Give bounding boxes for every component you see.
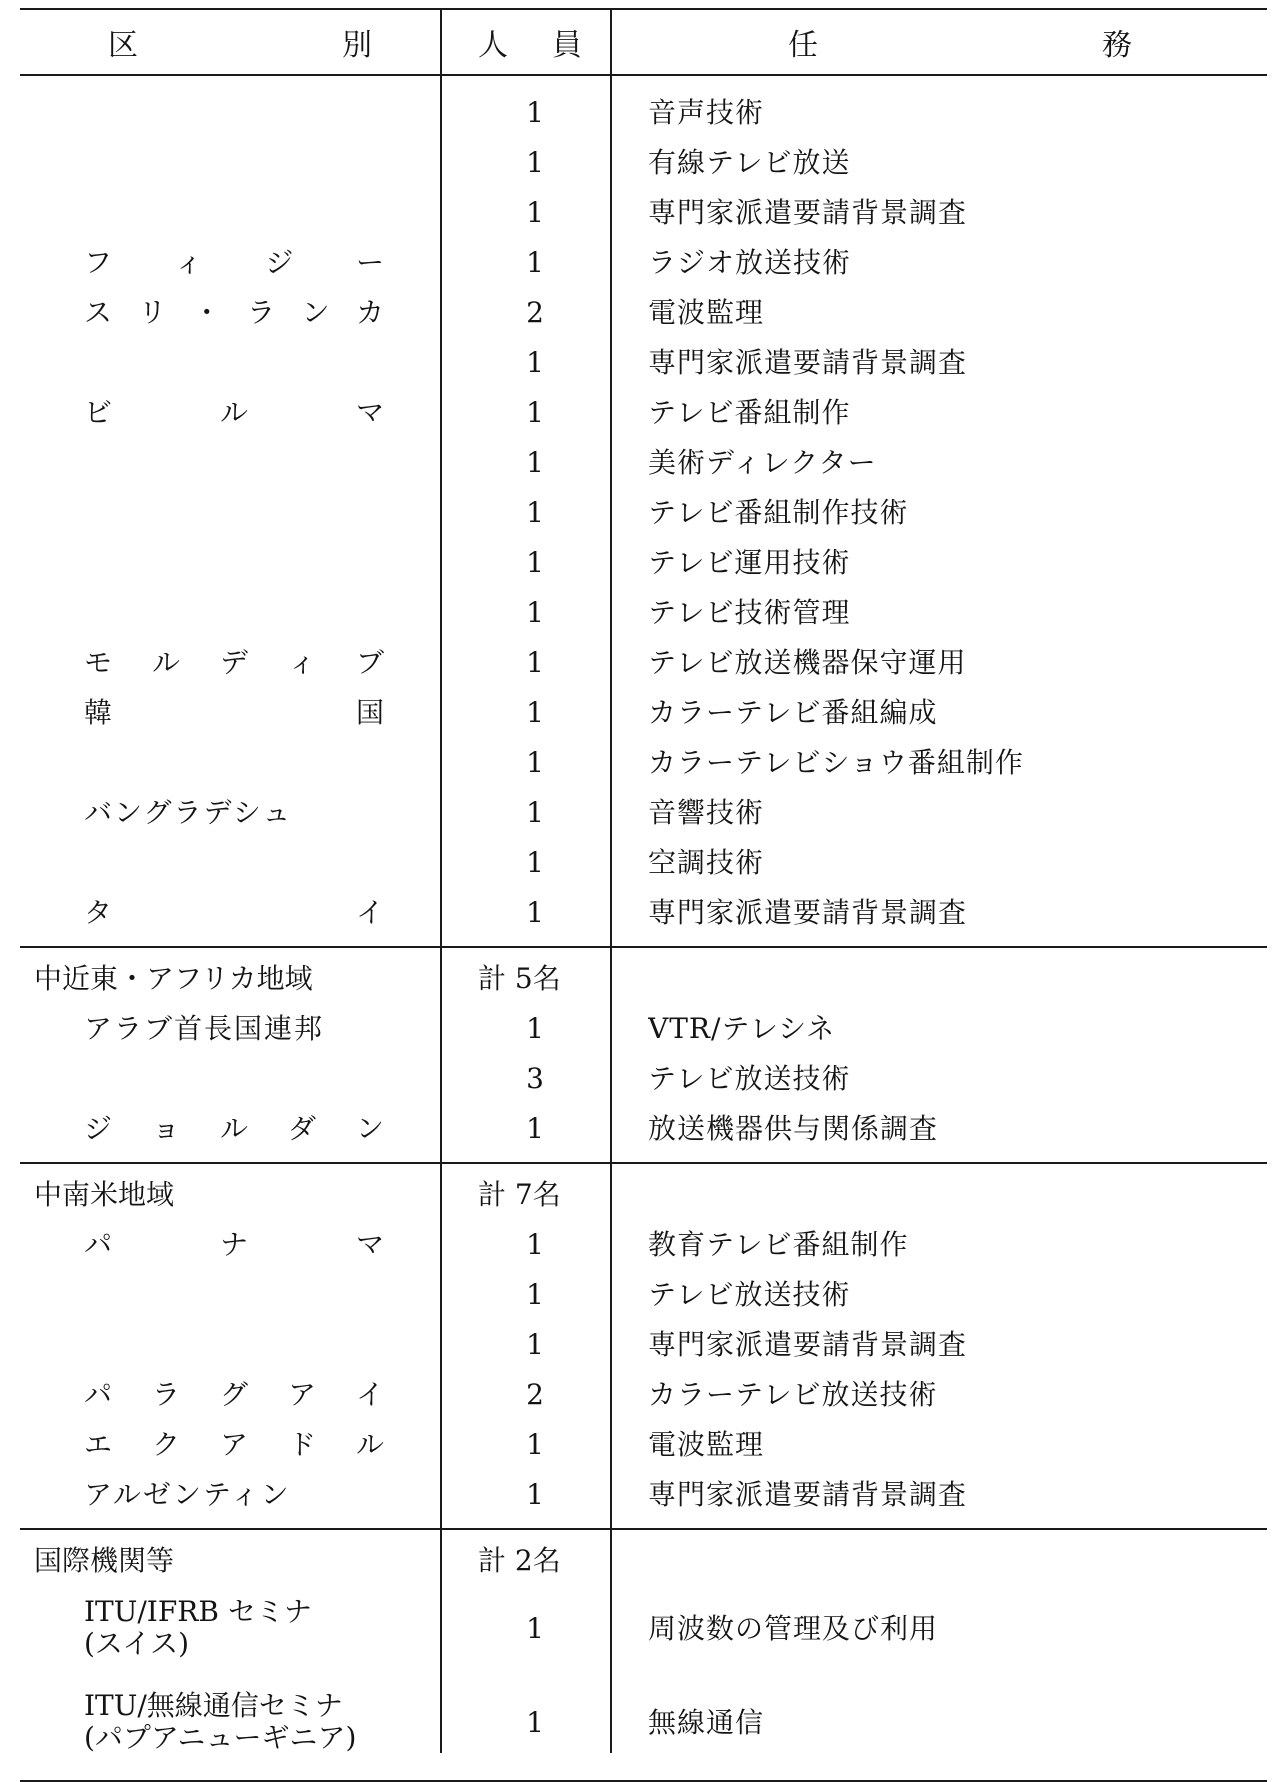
region-char: フ [84,246,113,279]
region-line-1: ITU/無線通信セミナ [84,1689,343,1722]
count-cell: 1 [526,1706,544,1739]
table-row [20,1004,1267,1054]
task-cell: 専門家派遣要請背景調査 [648,1478,968,1511]
region-char: パ [84,1228,113,1261]
region-text: アルゼンティン [84,1478,291,1511]
region-cell [84,1004,384,1054]
count-cell: 1 [526,1012,544,1045]
count-cell: 1 [526,746,544,779]
region-cell [84,1104,384,1154]
region-char: ク [151,1428,180,1461]
region-line-2: (パプアニューギニア) [84,1721,357,1754]
count-cell: 1 [526,396,544,429]
region-text: バングラデシュ [84,796,293,829]
region-char: ジ [265,246,294,279]
region-char: ラ [151,1378,180,1411]
header-region: 区 別 [108,28,372,63]
count-cell: 1 [526,646,544,679]
region-cell [84,1220,384,1270]
region-char: ィ [174,246,203,279]
section-title: 中南米地域 [34,1178,175,1211]
region-cell [84,88,384,138]
section-rule [20,946,1267,948]
table-row [20,1680,1267,1766]
region-char: ン [301,296,330,329]
region-cell [84,1370,384,1420]
table-row [20,488,1267,538]
count-cell: 1 [526,1228,544,1261]
region-cell [84,138,384,188]
count-cell: 1 [526,196,544,229]
section-header [20,1536,1267,1586]
region-char: エ [84,1428,113,1461]
region-cell [84,1680,384,1776]
region-cell [84,338,384,388]
count-cell: 1 [526,246,544,279]
section-rule [20,1528,1267,1530]
region-char: ル [355,1428,384,1461]
region-char: ョ [151,1112,180,1145]
table-row [20,88,1267,138]
table-row [20,1220,1267,1270]
table-row [20,138,1267,188]
table-row [20,1104,1267,1154]
region-char: マ [355,396,384,429]
region-char: ル [219,396,248,429]
section-total: 計 2名 [478,1544,561,1577]
region-char: リ [138,296,167,329]
region-char: イ [355,1378,384,1411]
task-cell: テレビ放送技術 [648,1062,851,1095]
region-char: イ [355,896,384,929]
task-cell: 音声技術 [648,96,765,129]
region-char: パ [84,1378,113,1411]
region-cell [84,238,384,288]
region-cell [84,388,384,438]
task-cell: 専門家派遣要請背景調査 [648,196,968,229]
region-line-1: ITU/IFRB セミナ [84,1595,312,1628]
count-cell: 3 [526,1062,544,1095]
region-char: ド [287,1428,316,1461]
table-row [20,1470,1267,1520]
count-cell: 1 [526,696,544,729]
region-char: ラ [247,296,276,329]
region-char: ル [151,646,180,679]
count-cell: 1 [526,596,544,629]
task-cell: 教育テレビ番組制作 [648,1228,909,1261]
task-cell: テレビ放送機器保守運用 [648,646,967,679]
region-char: モ [84,646,113,679]
task-cell: カラーテレビ放送技術 [648,1378,938,1411]
region-cell [84,838,384,888]
task-cell: 専門家派遣要請背景調査 [648,896,968,929]
section-header [20,954,1267,1004]
table-row [20,238,1267,288]
region-cell [84,788,384,838]
table-row [20,388,1267,438]
task-cell: テレビ番組制作技術 [648,496,909,529]
count-cell: 1 [526,796,544,829]
region-cell [84,1270,384,1320]
task-cell: 空調技術 [648,846,765,879]
region-cell [84,188,384,238]
count-cell: 1 [526,1428,544,1461]
table-row [20,288,1267,338]
region-char: ビ [84,396,113,429]
count-cell: 1 [526,1612,544,1645]
section-header [20,1170,1267,1220]
section-title: 国際機関等 [34,1544,175,1577]
table-row [20,1586,1267,1672]
table-row [20,188,1267,238]
region-cell [84,488,384,538]
region-char: ジ [84,1112,113,1145]
table-row [20,538,1267,588]
table-row [20,1320,1267,1370]
task-cell: 専門家派遣要請背景調査 [648,346,968,379]
count-cell: 2 [526,296,544,329]
region-char: デ [219,646,248,679]
top-rule [20,8,1267,10]
region-char: タ [84,896,113,929]
region-cell [84,888,384,938]
region-char: ー [355,246,384,279]
section-total: 計 5名 [478,962,561,995]
count-cell: 1 [526,496,544,529]
region-char: マ [355,1228,384,1261]
task-cell: 専門家派遣要請背景調査 [648,1328,968,1361]
table-row [20,1270,1267,1320]
count-cell: 1 [526,446,544,479]
table-row [20,1420,1267,1470]
task-cell: 電波監理 [648,296,765,329]
region-cell [84,688,384,738]
region-cell [84,438,384,488]
task-cell: 有線テレビ放送 [648,146,851,179]
table-row [20,438,1267,488]
header-count: 人 員 [478,28,582,63]
region-line-2: (スイス) [84,1627,190,1660]
count-cell: 1 [526,96,544,129]
task-cell: テレビ放送技術 [648,1278,851,1311]
region-cell [84,538,384,588]
task-cell: 周波数の管理及び利用 [648,1612,939,1645]
task-cell: 美術ディレクター [648,446,877,479]
header-rule [20,74,1267,76]
table-row [20,1370,1267,1420]
count-cell: 1 [526,846,544,879]
task-cell: カラーテレビ番組編成 [648,696,938,729]
task-cell: テレビ運用技術 [648,546,851,579]
count-cell: 1 [526,546,544,579]
count-cell: 2 [526,1378,544,1411]
table-row [20,688,1267,738]
count-cell: 1 [526,1278,544,1311]
count-cell: 1 [526,346,544,379]
region-text: アラブ首長国連邦 [84,1012,325,1045]
count-cell: 1 [526,146,544,179]
region-cell [84,288,384,338]
task-cell: テレビ技術管理 [648,596,851,629]
region-cell [84,1586,384,1682]
header-task: 任 務 [788,28,1132,63]
region-cell [84,1054,384,1104]
region-char: ナ [219,1228,248,1261]
table-row [20,588,1267,638]
count-cell: 1 [526,896,544,929]
region-char: ブ [355,646,384,679]
table-row [20,788,1267,838]
section-rule [20,1162,1267,1164]
region-cell [84,1470,384,1520]
table-row [20,638,1267,688]
region-char: ・ [192,296,221,329]
count-cell: 1 [526,1112,544,1145]
section-title: 中近東・アフリカ地域 [34,962,313,995]
table-row [20,1054,1267,1104]
region-char: 国 [355,696,384,729]
region-cell [84,638,384,688]
region-char: ダ [287,1112,316,1145]
region-cell [84,1320,384,1370]
region-char: ィ [287,646,316,679]
task-cell: 無線通信 [648,1706,765,1739]
task-cell: 放送機器供与関係調査 [648,1112,939,1145]
section-total: 計 7名 [478,1178,561,1211]
region-cell [84,588,384,638]
region-char: ア [219,1428,248,1461]
task-cell: 電波監理 [648,1428,765,1461]
region-char: ン [355,1112,384,1145]
region-char: 韓 [84,696,113,729]
task-cell: 音響技術 [648,796,765,829]
task-cell: VTR/テレシネ [648,1012,836,1045]
region-char: ア [287,1378,316,1411]
table-row [20,338,1267,388]
region-char: ス [84,296,113,329]
region-cell [84,1420,384,1470]
table-row [20,738,1267,788]
task-cell: カラーテレビショウ番組制作 [648,746,1024,779]
table-row [20,838,1267,888]
task-cell: ラジオ放送技術 [648,246,852,279]
table-row [20,888,1267,938]
region-char: グ [219,1378,248,1411]
count-cell: 1 [526,1328,544,1361]
count-cell: 1 [526,1478,544,1511]
region-char: ル [219,1112,248,1145]
region-cell [84,738,384,788]
region-char: カ [355,296,384,329]
task-cell: テレビ番組制作 [648,396,851,429]
